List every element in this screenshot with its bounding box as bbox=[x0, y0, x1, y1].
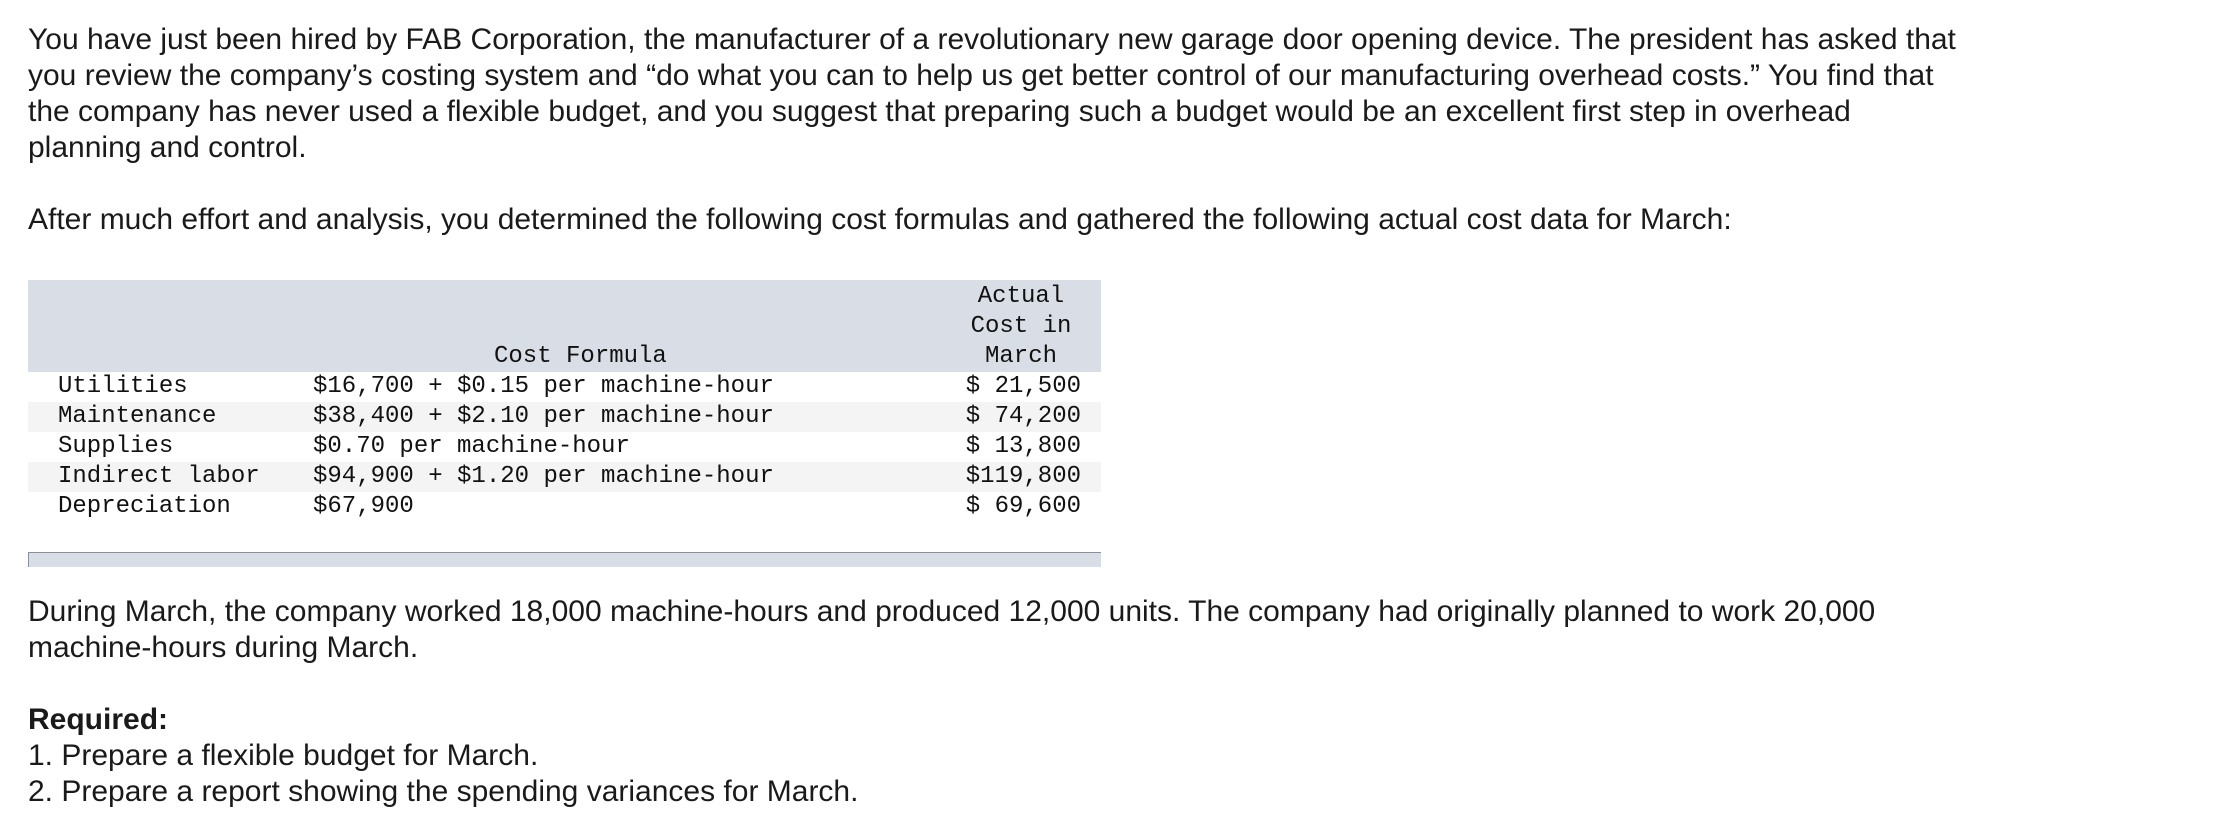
row-item: Depreciation bbox=[58, 493, 231, 520]
header-cost-formula: Cost Formula bbox=[313, 280, 833, 372]
row-item: Indirect labor bbox=[28, 462, 313, 492]
table-header-row bbox=[28, 280, 1101, 372]
row-formula: $94,900 + $1.20 per machine-hour bbox=[313, 462, 833, 492]
row-formula: $38,400 + $2.10 per machine-hour bbox=[313, 402, 833, 432]
required-heading: Required: bbox=[28, 703, 169, 736]
row-gap bbox=[833, 492, 941, 522]
row-item: Utilities bbox=[58, 373, 188, 400]
header-actual-cost bbox=[941, 280, 1101, 372]
intro-paragraph: You have just been hired by FAB Corporation, the manufacturer of a revolutionary new garage door opening device. The president has asked that you review the company’s costing system and “do what you can to help us get better control of our manufacturing overhead costs.” You find that the company has never used a flexible budget, and you suggest that preparing such a budget would be an excellent first step in overhead planning and control. bbox=[28, 23, 1956, 164]
required-item-2: 2. Prepare a report showing the spending variances for March. bbox=[28, 775, 859, 808]
header-actual-line-3: March bbox=[984, 343, 1057, 370]
row-gap bbox=[833, 372, 941, 402]
row-gap bbox=[833, 402, 941, 432]
table-row bbox=[28, 402, 1101, 432]
header-actual-line-1: Actual bbox=[977, 283, 1065, 310]
row-actual: $ 74,200 bbox=[941, 402, 1101, 432]
cost-table-container bbox=[28, 280, 1101, 549]
row-gap bbox=[833, 432, 941, 462]
row-actual: $ 69,600 bbox=[965, 493, 1081, 520]
march-info-paragraph: During March, the company worked 18,000 machine-hours and produced 12,000 units. The company had originally planned to work 20,000 machine-hours during March. bbox=[28, 595, 1876, 664]
header-actual-line-2: Cost in bbox=[970, 313, 1072, 340]
row-actual: $ 21,500 bbox=[965, 373, 1081, 400]
header-gap bbox=[833, 280, 941, 372]
cost-formula-table bbox=[28, 280, 1101, 522]
row-formula: $67,900 bbox=[313, 493, 414, 520]
table-footer-bar bbox=[28, 552, 1101, 567]
lead-in-paragraph: After much effort and analysis, you determined the following cost formulas and gathered the following actual cost data for March: bbox=[28, 203, 1732, 236]
table-row bbox=[28, 462, 1101, 492]
row-formula: $0.70 per machine-hour bbox=[313, 433, 630, 460]
row-actual: $119,800 bbox=[941, 462, 1101, 492]
row-gap bbox=[833, 462, 941, 492]
table-row bbox=[28, 372, 1101, 402]
row-item: Maintenance bbox=[28, 402, 313, 432]
row-actual: $ 13,800 bbox=[965, 433, 1081, 460]
lower-text bbox=[28, 594, 1958, 810]
row-item: Supplies bbox=[58, 433, 174, 460]
header-item-blank bbox=[28, 280, 313, 372]
table-row bbox=[28, 492, 1101, 522]
row-formula: $16,700 + $0.15 per machine-hour bbox=[313, 373, 774, 400]
required-item-1: 1. Prepare a flexible budget for March. bbox=[28, 739, 539, 772]
problem-text bbox=[28, 22, 1988, 238]
table-row bbox=[28, 432, 1101, 462]
